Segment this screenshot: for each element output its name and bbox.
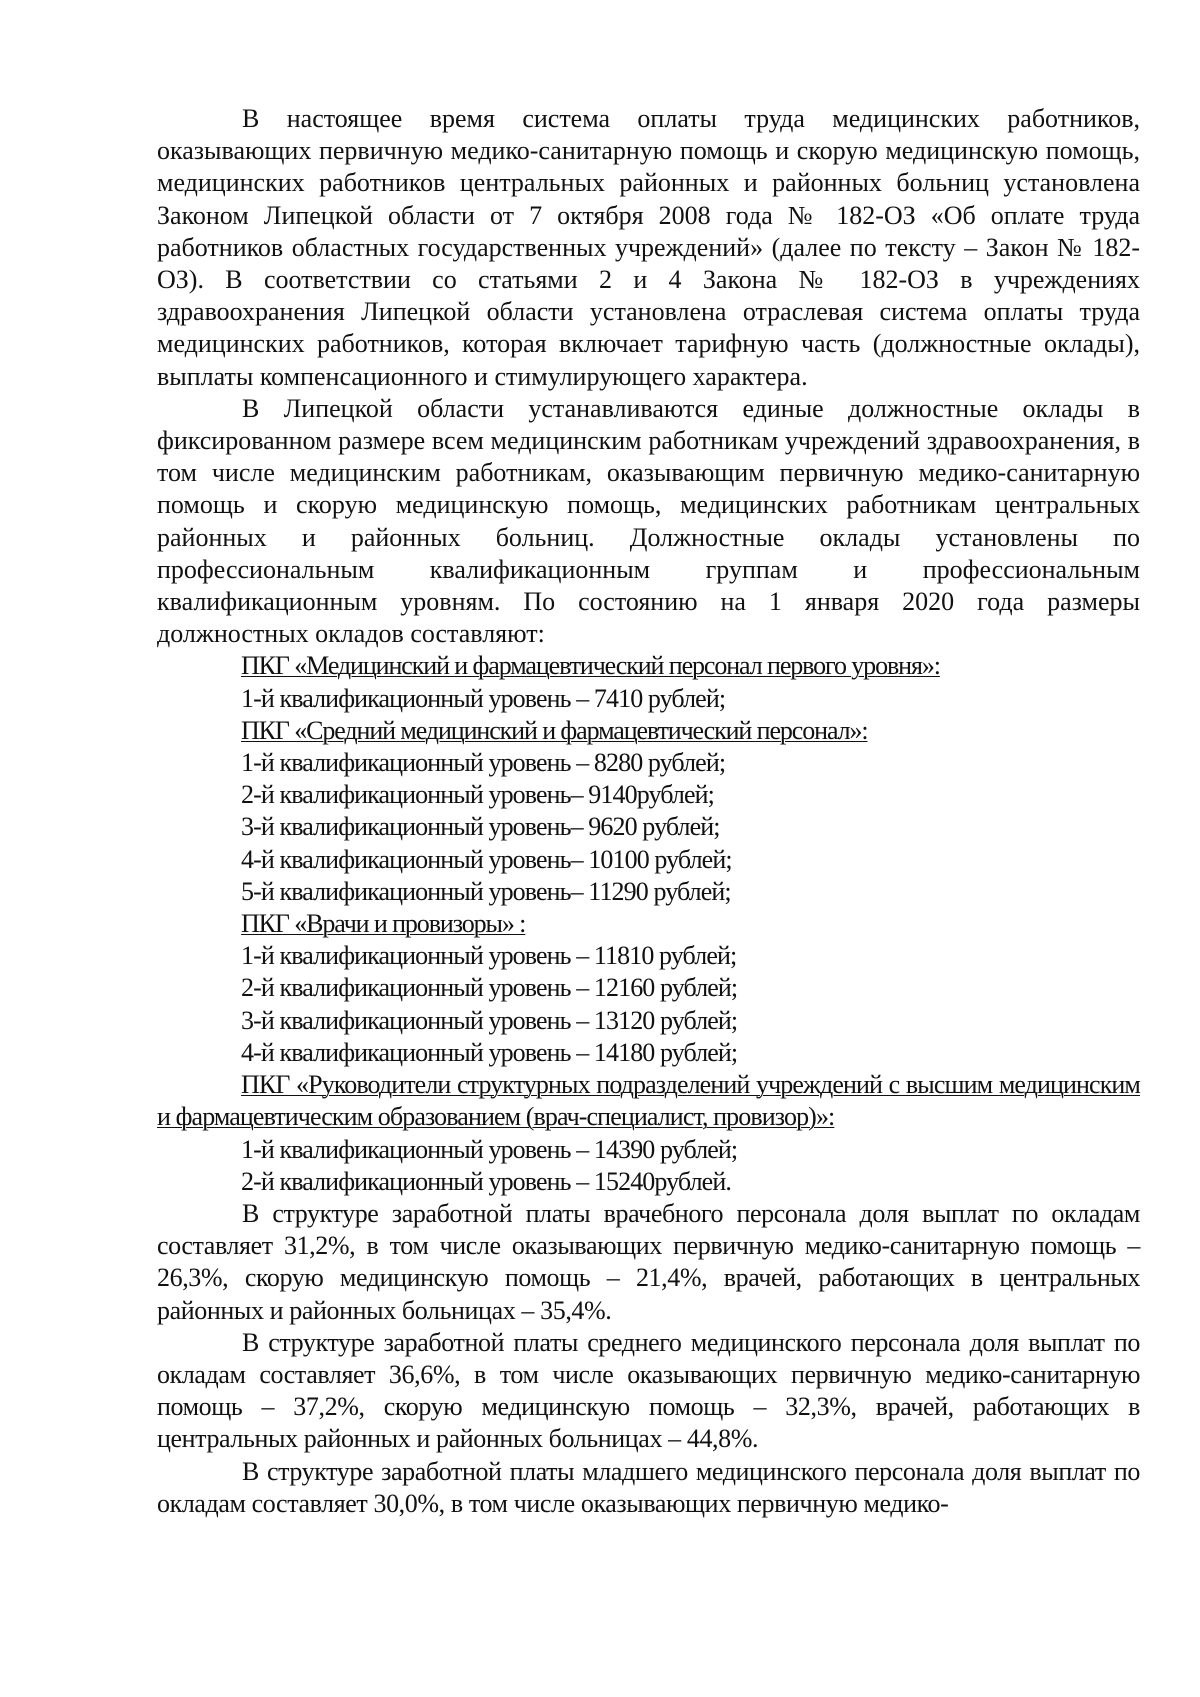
salary-level-line: 3-й квалификационный уровень – 13120 рублей; <box>241 1005 738 1035</box>
salary-group-2 <box>157 715 1140 908</box>
salary-level-line: 1-й квалификационный уровень – 11810 рублей; <box>241 941 737 971</box>
intro-paragraph-2: В Липецкой области устанавливаются единые должностные оклады в фиксированном размере всем медицинским работникам учреждений здравоохранения, в том числе медицинским работникам, оказывающим первичную медико-санитарную помощь и скорую медицинскую помощь, медицинских работникам центральных районных и районных больниц. Должностные оклады установлены по профессиональным квалификационным группам и профессиональным квалификационным уровням. По состоянию на 1 января 2020 года размеры должностных окладов составляют: <box>157 393 1140 649</box>
salary-group-heading: ПКГ «Средний медицинский и фармацевтический персонал»: <box>241 715 868 745</box>
salary-level-line: 2-й квалификационный уровень – 12160 рублей; <box>241 973 738 1003</box>
salary-level-line: 2-й квалификационный уровень – 15240рублей. <box>241 1166 731 1196</box>
structure-paragraph-doctors: В структуре заработной платы врачебного персонала доля выплат по окладам составляет 31,2%, в том числе оказывающих первичную медико-санитарную помощь – 26,3%, скорую медицинскую помощь – 21,4%, врачей, работающих в центральных районных и районных больницах – 35,4%. <box>157 1198 1140 1325</box>
structure-paragraph-nurses: В структуре заработной платы среднего медицинского персонала доля выплат по окладам составляет 36,6%, в том числе оказывающих первичную медико-санитарную помощь – 37,2%, скорую медицинскую помощь – 32,3%, врачей, работающих в центральных районных и районных больницах – 44,8%. <box>157 1327 1140 1454</box>
salary-level-line: 2-й квалификационный уровень– 9140рублей; <box>241 780 714 810</box>
salary-level-line: 3-й квалификационный уровень– 9620 рублей; <box>241 812 720 842</box>
salary-level-line: 1-й квалификационный уровень – 7410 рублей; <box>241 683 726 713</box>
salary-group-heading: ПКГ «Руководители структурных подразделений учреждений с высшим медицинским и фармацевтическим образованием (врач-специалист, провизор)»: <box>157 1070 1140 1132</box>
salary-group-heading: ПКГ «Медицинский и фармацевтический персонал первого уровня»: <box>241 651 940 681</box>
structure-paragraph-junior-staff: В структуре заработной платы младшего медицинского персонала доля выплат по окладам составляет 30,0%, в том числе оказывающих первичную медико- <box>157 1456 1140 1518</box>
intro-paragraph-1: В настоящее время система оплаты труда медицинских работников, оказывающих первичную медико-санитарную помощь и скорую медицинскую помощь, медицинских работников центральных районных и районных больниц установлена Законом Липецкой области от 7 октября 2008 года № 182-ОЗ «Об оплате труда работников областных государственных учреждений» (далее по тексту – Закон № 182-ОЗ). В соответствии со статьями 2 и 4 Закона № 182-ОЗ в учреждениях здравоохранения Липецкой области установлена отраслевая система оплаты труда медицинских работников, которая включает тарифную часть (должностные оклады), выплаты компенсационного и стимулирующего характера. <box>157 104 1140 391</box>
salary-group-3 <box>157 908 1140 1069</box>
document-body <box>157 103 1140 1520</box>
salary-level-line: 5-й квалификационный уровень– 11290 рублей; <box>241 876 731 906</box>
salary-group-1 <box>157 650 1140 714</box>
salary-level-line: 4-й квалификационный уровень– 10100 рублей; <box>241 844 732 874</box>
salary-level-line: 1-й квалификационный уровень – 8280 рублей; <box>241 748 726 778</box>
salary-group-4 <box>157 1069 1140 1198</box>
salary-group-heading: ПКГ «Врачи и провизоры» : <box>241 909 526 939</box>
salary-level-line: 1-й квалификационный уровень – 14390 рублей; <box>241 1134 738 1164</box>
salary-level-line: 4-й квалификационный уровень – 14180 рублей; <box>241 1037 738 1067</box>
